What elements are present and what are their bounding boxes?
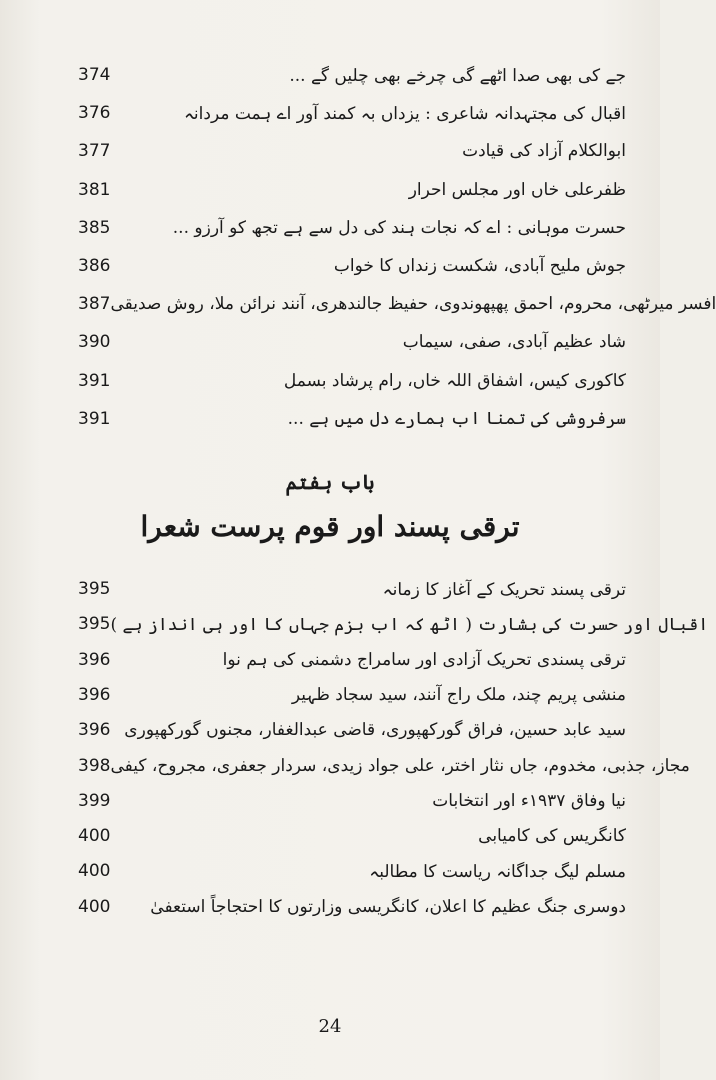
toc-entry-page: 381 xyxy=(78,179,111,200)
toc-entry xyxy=(78,854,626,888)
toc-entry-page: 391 xyxy=(78,370,111,391)
toc-entry xyxy=(78,287,716,321)
toc-entry xyxy=(78,96,626,130)
toc-entry xyxy=(78,713,626,747)
toc-entry-page: 396 xyxy=(78,649,111,670)
toc-entry-page: 391 xyxy=(78,408,111,429)
toc-entry xyxy=(78,173,626,207)
toc-entry-page: 395 xyxy=(78,579,111,599)
toc-entry-title: افسر میرٹھی، محروم، احمق پھپھوندوی، حفیظ جالندھری، آنند نرائن ملا، روش صدیقی xyxy=(110,294,716,315)
toc-entry-title: سرفروشی کی تمنا اب ہمارے دل میں ہے ... xyxy=(287,409,626,430)
toc-entry-title: حسرت موہانی : اے کہ نجات ہند کی دل سے ہے تجھ کو آرزو ... xyxy=(172,218,626,239)
toc-entry-page: 385 xyxy=(78,217,111,238)
toc-entry-page: 390 xyxy=(78,332,111,353)
toc-entry-page: 399 xyxy=(78,790,111,811)
toc-entry xyxy=(78,134,626,168)
toc-entry xyxy=(78,749,690,783)
toc-entry-title: کانگریس کی کامیابی xyxy=(478,826,626,847)
toc-entry-page: 396 xyxy=(78,684,111,705)
toc-entry-page: 398 xyxy=(78,755,111,776)
toc-entry xyxy=(78,249,626,283)
toc-entry xyxy=(78,678,626,712)
toc-entry xyxy=(78,643,626,677)
toc-entry-title: ظفرعلی خاں اور مجلس احرار xyxy=(408,179,626,200)
page-number: 24 xyxy=(318,1016,342,1037)
toc-entry-title: اقبال اور حسرت کی بشارت ( اٹھ کہ اب بزم جہاں کا اور ہی انداز ہے ) xyxy=(110,614,709,635)
toc-entry-page: 400 xyxy=(78,826,111,847)
chapter-title: ترقی پسند اور قوم پرست شعرا xyxy=(140,510,520,543)
toc-entry-title: کاکوری کیس، اشفاق اللہ خاں، رام پرشاد بسمل xyxy=(283,371,626,392)
toc-entry xyxy=(78,819,626,853)
toc-entry-page: 396 xyxy=(78,720,111,741)
toc-entry-title: جوش ملیح آبادی، شکست زنداں کا خواب xyxy=(333,256,626,276)
toc-entry-title: سید عابد حسین، فراق گورکھپوری، قاضی عبدالغفار، مجنوں گورکھپوری xyxy=(124,720,626,741)
toc-entry xyxy=(78,402,626,436)
chapter-label: باب ہفتم xyxy=(285,470,375,494)
toc-entry-title: مسلم لیگ جداگانہ ریاست کا مطالبہ xyxy=(369,861,626,882)
toc-entry-title: ترقی پسند تحریک کے آغاز کا زمانہ xyxy=(382,579,626,600)
toc-entry-title: منشی پریم چند، ملک راج آنند، سید سجاد ظہیر xyxy=(291,685,626,706)
toc-entry-title: ترقی پسندی تحریک آزادی اور سامراج دشمنی کی ہم نوا xyxy=(222,650,626,671)
toc-entry xyxy=(78,211,626,245)
toc-entry-page: 400 xyxy=(78,861,111,882)
toc-entry-title: مجاز، جذبی، مخدوم، جاں نثار اختر، علی جواد زیدی، سردار جعفری، مجروح، کیفی xyxy=(110,755,690,776)
toc-entry xyxy=(78,325,626,359)
toc-entry xyxy=(78,784,626,818)
toc-entry-page: 395 xyxy=(78,614,111,635)
toc-entry xyxy=(78,58,626,92)
toc-entry-page: 374 xyxy=(78,65,111,85)
toc-entry xyxy=(78,572,626,606)
toc-entry-page: 386 xyxy=(78,256,111,276)
toc-entry xyxy=(78,607,709,641)
toc-entry-page: 376 xyxy=(78,103,111,124)
toc-entry-title: جے کی بھی صدا اٹھے گی چرخے بھی چلیں گے ... xyxy=(289,65,626,86)
toc-entry-page: 387 xyxy=(78,294,111,315)
toc-entry-page: 377 xyxy=(78,141,111,162)
toc-entry-title: ابوالکلام آزاد کی قیادت xyxy=(462,141,626,162)
toc-entry xyxy=(78,364,626,398)
toc-entry xyxy=(78,890,626,924)
toc-entry-title: اقبال کی مجتہدانہ شاعری : یزداں بہ کمند آور اے ہمت مردانہ xyxy=(183,103,626,124)
toc-entry-page: 400 xyxy=(78,896,111,917)
toc-entry-title: دوسری جنگ عظیم کا اعلان، کانگریسی وزارتوں کا احتجاجاً استعفیٰ xyxy=(150,896,626,917)
toc-entry-title: نیا وفاق ۱۹۳۷ء اور انتخابات xyxy=(432,790,626,811)
toc-entry-title: شاد عظیم آبادی، صفی، سیماب xyxy=(402,332,626,353)
